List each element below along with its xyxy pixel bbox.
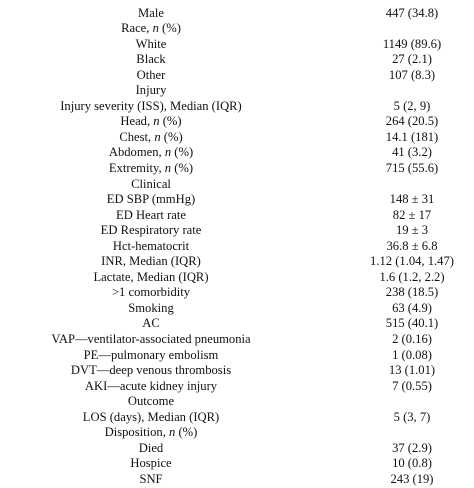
row-value: 19 ± 3	[395, 223, 429, 238]
row-label: INR, Median (IQR)	[101, 254, 201, 269]
row-value: 1149 (89.6)	[382, 36, 442, 51]
row-label: DVT—deep venous thrombosis	[70, 363, 232, 378]
row-label: Disposition, n (%)	[104, 425, 198, 440]
row-label: Clinical	[131, 176, 171, 191]
table-row	[0, 270, 474, 286]
table-row	[0, 394, 474, 410]
table-row	[0, 441, 474, 457]
table-row	[0, 472, 474, 488]
row-label: PE—pulmonary embolism	[83, 347, 219, 362]
row-value: 1.6 (1.2, 2.2)	[379, 269, 445, 284]
table-row	[0, 177, 474, 193]
row-label: ED Respiratory rate	[100, 223, 202, 238]
row-label: Smoking	[128, 300, 174, 315]
row-label: ED Heart rate	[116, 207, 186, 222]
table-row	[0, 316, 474, 332]
table-row	[0, 37, 474, 53]
row-value: 264 (20.5)	[385, 114, 439, 129]
row-value: 148 ± 31	[389, 192, 435, 207]
row-label: Abdomen, n (%)	[108, 145, 194, 160]
row-value: 41 (3.2)	[392, 145, 432, 160]
row-label: >1 comorbidity	[111, 285, 191, 300]
table-row	[0, 21, 474, 37]
table-row	[0, 208, 474, 224]
table-row	[0, 99, 474, 115]
row-label: Injury	[135, 83, 167, 98]
table-row	[0, 456, 474, 472]
row-label: Lactate, Median (IQR)	[93, 269, 209, 284]
row-label: Head, n (%)	[120, 114, 182, 129]
table-row	[0, 239, 474, 255]
row-value: 1 (0.08)	[392, 347, 432, 362]
row-value: 27 (2.1)	[392, 52, 432, 67]
table-row	[0, 301, 474, 317]
row-value: 515 (40.1)	[385, 316, 439, 331]
row-label: Race, n (%)	[121, 21, 181, 36]
row-label: SNF	[139, 471, 163, 486]
table-row	[0, 379, 474, 395]
row-label: ED SBP (mmHg)	[106, 192, 196, 207]
row-value: 37 (2.9)	[392, 440, 432, 455]
table-row	[0, 223, 474, 239]
row-label: Extremity, n (%)	[108, 161, 194, 176]
row-label: White	[135, 36, 167, 51]
row-label: Hospice	[130, 456, 172, 471]
row-value: 14.1 (181)	[385, 129, 439, 144]
row-label: Male	[138, 5, 164, 20]
table-row	[0, 83, 474, 99]
row-value: 715 (55.6)	[385, 161, 439, 176]
row-label: Other	[136, 67, 166, 82]
row-label: AC	[142, 316, 160, 331]
row-label: Injury severity (ISS), Median (IQR)	[60, 98, 242, 113]
table-row	[0, 145, 474, 161]
row-value: 5 (2, 9)	[393, 98, 431, 113]
row-label: Hct-hematocrit	[112, 238, 190, 253]
table-row	[0, 52, 474, 68]
row-value: 447 (34.8)	[385, 5, 439, 20]
table-row	[0, 161, 474, 177]
row-value: 82 ± 17	[392, 207, 432, 222]
row-value: 36.8 ± 6.8	[386, 238, 438, 253]
row-label: Died	[138, 440, 164, 455]
row-value: 7 (0.55)	[392, 378, 432, 393]
table-row	[0, 192, 474, 208]
row-value: 243 (19)	[390, 471, 434, 486]
row-value: 10 (0.8)	[392, 456, 432, 471]
row-label: Black	[136, 52, 166, 67]
table-row	[0, 410, 474, 426]
row-value: 1.12 (1.04, 1.47)	[370, 254, 454, 269]
table-row	[0, 348, 474, 364]
table-row	[0, 285, 474, 301]
table-row	[0, 425, 474, 441]
row-value: 2 (0.16)	[392, 332, 432, 347]
table-row	[0, 254, 474, 270]
table-row	[0, 332, 474, 348]
row-value: 63 (4.9)	[392, 300, 432, 315]
row-label: VAP—ventilator-associated pneumonia	[51, 332, 251, 347]
table-row	[0, 114, 474, 130]
table-row	[0, 363, 474, 379]
row-value: 107 (8.3)	[388, 67, 436, 82]
row-label: AKI—acute kidney injury	[84, 378, 218, 393]
row-label: LOS (days), Median (IQR)	[82, 409, 220, 424]
table-row	[0, 130, 474, 146]
row-label: Outcome	[127, 394, 175, 409]
row-label: Chest, n (%)	[119, 129, 183, 144]
row-value: 238 (18.5)	[385, 285, 439, 300]
table-row	[0, 6, 474, 22]
row-value: 13 (1.01)	[388, 363, 436, 378]
table-row	[0, 68, 474, 84]
row-value: 5 (3, 7)	[393, 409, 431, 424]
